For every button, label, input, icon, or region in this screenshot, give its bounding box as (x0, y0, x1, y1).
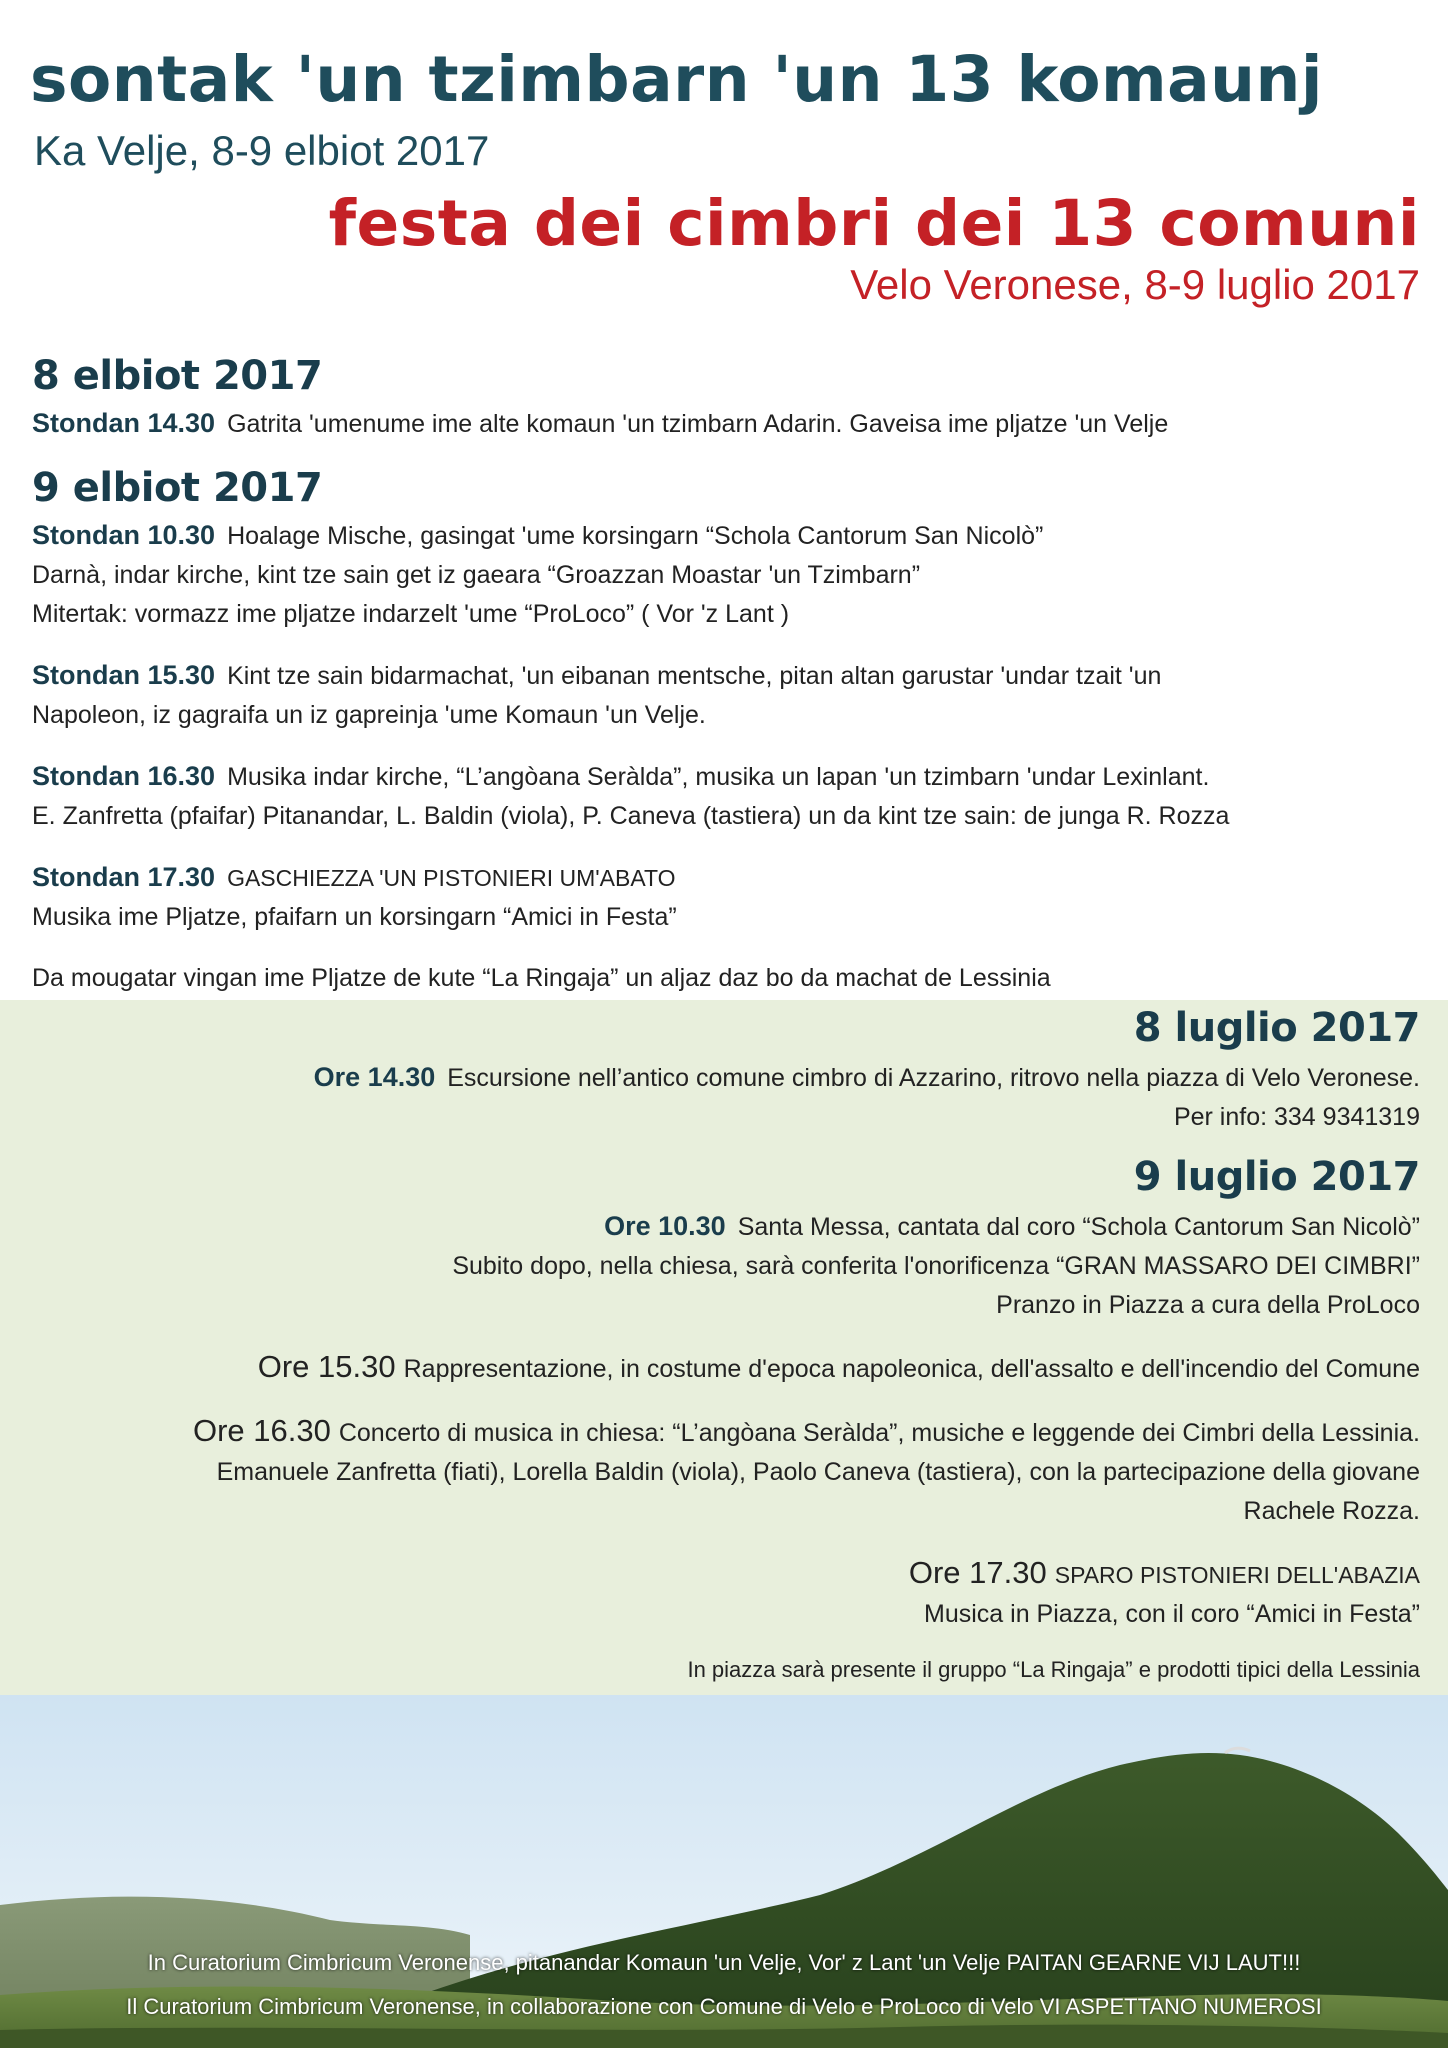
event-text: Hoalage Mische, gasingat 'ume korsingarn “Schola Cantorum San Nicolò” (227, 522, 1044, 550)
italian-event-1630 (193, 1411, 1420, 1453)
footer-cimbro-line: In Curatorium Cimbricum Veronense, pitanandar Komaun 'un Velje, Vor' z Lant 'un Velje PAITAN GEARNE VIJ LAUT!!! (147, 1950, 1301, 1975)
event-text: Escursione nell’antico comune cimbro di Azzarino, ritrovo nella piazza di Velo Veronese. (447, 1064, 1420, 1092)
italian-day2-date: 9 luglio 2017 (1133, 1154, 1420, 1200)
cimbro-closing-note: Da mougatar vingan ime Pljatze de kute “La Ringaja” un aljaz daz bo da machat de Lessinia (32, 964, 1051, 992)
event-text: Rappresentazione, in costume d'epoca napoleonica, dell'assalto e dell'incendio del Comune (403, 1355, 1420, 1383)
cimbro-day1-event (32, 404, 1422, 444)
italian-title: festa dei cimbri dei 13 comuni (328, 187, 1420, 260)
event-text: Santa Messa, cantata dal coro “Schola Cantorum San Nicolò” (737, 1213, 1420, 1241)
cimbro-title: sontak 'un tzimbarn 'un 13 komaunj (30, 43, 1323, 116)
italian-closing-note: In piazza sarà presente il gruppo “La Ringaja” e prodotti tipici della Lessinia (687, 1657, 1420, 1682)
event-line: Subito dopo, nella chiesa, sarà conferita l'onorificenza “GRAN MASSARO DEI CIMBRI” (452, 1252, 1420, 1280)
event-time: Stondan 15.30 (32, 660, 216, 690)
cimbro-day2-section (32, 465, 1422, 998)
event-line: Rachele Rozza. (1243, 1497, 1420, 1525)
italian-event-1030 (193, 1207, 1420, 1247)
italian-day1-section (313, 1005, 1420, 1137)
event-line: E. Zanfretta (pfaifar) Pitanandar, L. Baldin (viola), P. Caneva (tastiera) un da kint tze sain: de junga R. Rozza (32, 802, 1230, 830)
event-line: Emanuele Zanfretta (fiati), Lorella Baldin (viola), Paolo Caneva (tastiera), con la partecipazione della giovane (216, 1458, 1420, 1486)
event-text: Concerto di musica in chiesa: “L’angòana Seràlda”, musiche e leggende dei Cimbri della Lessinia. (338, 1419, 1420, 1447)
cimbro-day1-section (32, 353, 1422, 444)
event-text: Kint tze sain bidarmachat, 'un eibanan mentsche, pitan altan garustar 'undar tzait 'un (227, 662, 1162, 690)
event-line: Mitertak: vormazz ime pljatze indarzelt 'ume “ProLoco” ( Vor 'z Lant ) (32, 600, 790, 628)
event-line: Napoleon, iz gagraifa un iz gapreinja 'ume Komaun 'un Velje. (32, 701, 706, 729)
event-time: Ore 14.30 (313, 1062, 436, 1092)
italian-event-1430 (314, 1058, 1420, 1098)
event-time: Stondan 14.30 (32, 408, 216, 438)
event-time: Stondan 17.30 (32, 862, 216, 892)
event-time: Ore 16.30 (192, 1413, 331, 1448)
event-text: Gatrita 'umenume ime alte komaun 'un tzimbarn Adarin. Gaveisa ime pljatze 'un Velje (227, 410, 1169, 438)
event-line: Pranzo in Piazza a cura della ProLoco (996, 1291, 1420, 1319)
event-text: SPARO PISTONIERI DELL'ABAZIA (1054, 1562, 1420, 1588)
event-time: Stondan 16.30 (32, 761, 216, 791)
event-line: Musica in Piazza, con il coro “Amici in Festa” (924, 1600, 1420, 1628)
cimbro-day2-date: 9 elbiot 2017 (32, 465, 323, 511)
italian-day1-date: 8 luglio 2017 (1133, 1005, 1420, 1051)
cimbro-event-1730 (32, 858, 1422, 898)
event-time: Ore 10.30 (604, 1211, 726, 1241)
event-time: Stondan 10.30 (32, 520, 216, 550)
footer-italian-line: Il Curatorium Cimbricum Veronense, in collaborazione con Comune di Velo e ProLoco di Velo VI ASPETTANO NUMEROSI (126, 1994, 1322, 2019)
event-line: Musika ime Pljatze, pfaifarn un korsingarn “Amici in Festa” (32, 903, 677, 931)
event-text: Musika indar kirche, “L’angòana Seràlda”, musika un lapan 'un tzimbarn 'undar Lexinlant. (227, 763, 1210, 791)
event-line: Darnà, indar kirche, kint tze sain get iz gaeara “Groazzan Moastar 'un Tzimbarn” (32, 561, 921, 589)
event-time: Ore 17.30 (908, 1555, 1047, 1590)
italian-event-1730 (193, 1553, 1420, 1595)
italian-event-1530 (193, 1347, 1420, 1389)
cimbro-event-1630 (32, 757, 1422, 797)
event-text: GASCHIEZZA 'UN PISTONIERI UM'ABATO (227, 865, 676, 891)
event-time: Ore 15.30 (257, 1349, 396, 1384)
cimbro-event-1530 (32, 656, 1422, 696)
italian-day2-section (192, 1154, 1420, 1689)
info-phone: Per info: 334 9341319 (1173, 1103, 1420, 1131)
italian-subtitle: Velo Veronese, 8-9 luglio 2017 (850, 261, 1420, 308)
cimbro-day1-date: 8 elbiot 2017 (32, 353, 323, 399)
cimbro-subtitle: Ka Velje, 8-9 elbiot 2017 (34, 127, 490, 174)
cimbro-event-1030 (32, 516, 1422, 556)
